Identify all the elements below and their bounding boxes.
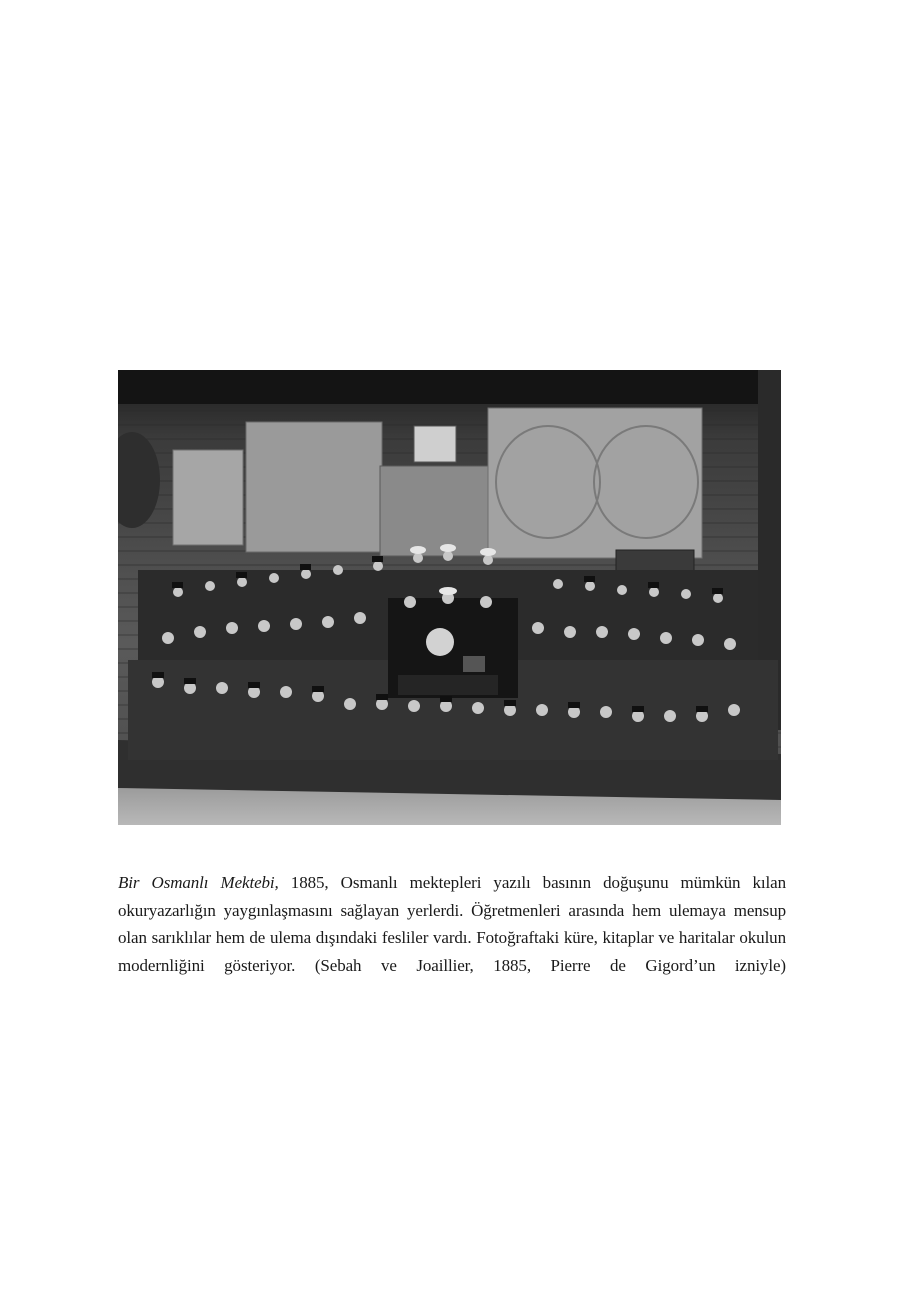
- wall-map: [380, 466, 498, 556]
- wall-map: [246, 422, 382, 552]
- wall-map: [173, 450, 243, 545]
- photograph-illustration: [118, 370, 781, 825]
- caption-title: Bir Osmanlı Mektebi,: [118, 873, 279, 892]
- table: [398, 675, 498, 695]
- photo-caption: [118, 869, 786, 979]
- school-group-photograph: [118, 370, 781, 825]
- caption-text: 1885, Osmanlı mektepleri yazılı basının doğuşunu mümkün kılan okuryazarlığın yaygınlaşmasını sağlayan yerlerdi. Öğretmenleri arasında hem ulemaya mensup olan sarıklılar hem de ulema dışındaki fesliler vardı. Fotoğraftaki küre, kitaplar ve haritalar okulun modernliğini gösteriyor. (Sebah ve Joaillier, 1885, Pierre de Gigord’un izniyle): [118, 873, 786, 975]
- framed-picture: [414, 426, 456, 462]
- globe: [426, 628, 454, 656]
- books: [463, 656, 485, 672]
